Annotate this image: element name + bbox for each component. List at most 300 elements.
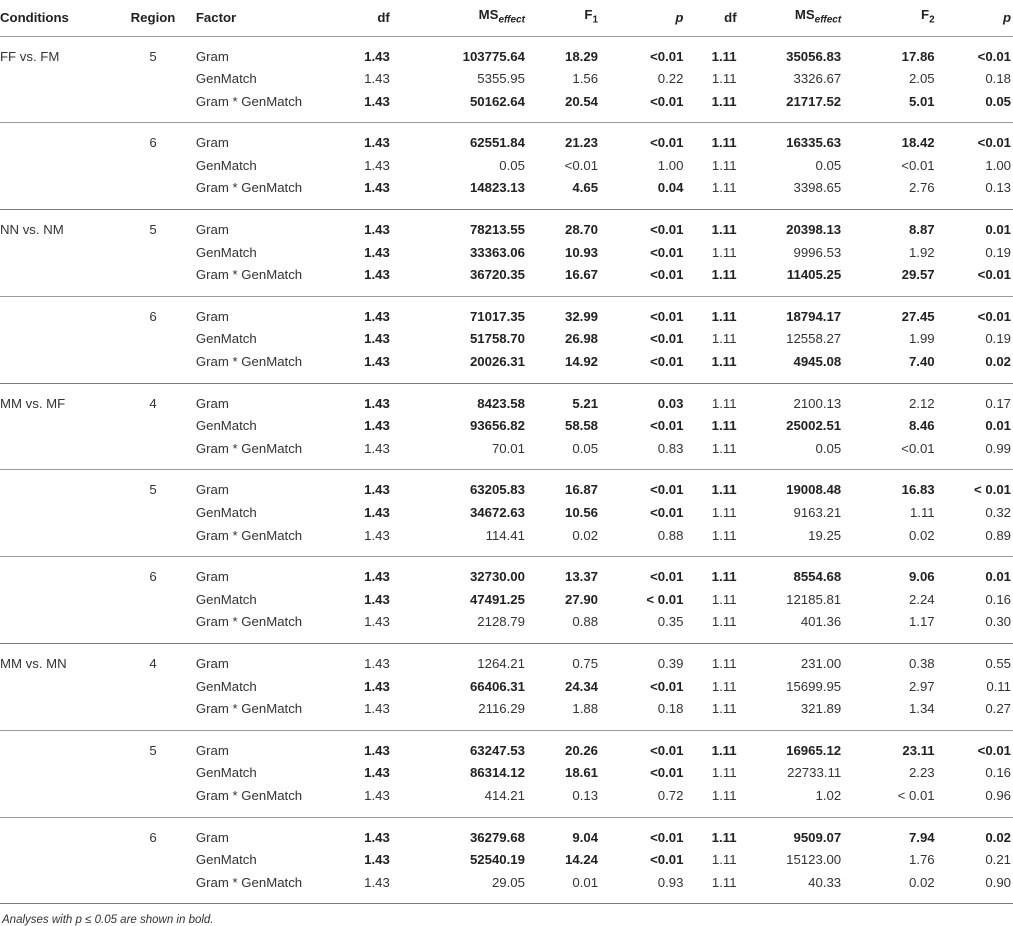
df-2-cell: 1.11 [711, 395, 737, 411]
f2-cell: 8.46 [908, 418, 935, 434]
df-2-cell: 1.11 [711, 48, 737, 64]
df-2-cell: 1.11 [711, 527, 737, 543]
f2-cell: 1.17 [908, 614, 935, 630]
df-2-cell: 1.11 [711, 765, 737, 781]
p-2-cell: 0.19 [985, 244, 1011, 260]
p-1-cell: 0.35 [657, 614, 684, 630]
f2-cell: 18.42 [901, 135, 935, 151]
header-row [0, 0, 1013, 36]
ms-effect-2-cell: 0.05 [815, 440, 842, 456]
header-region: Region [130, 10, 176, 26]
p-2-cell: <0.01 [977, 308, 1011, 324]
ms-effect-2-cell: 0.05 [815, 157, 842, 173]
ms-effect-2-cell: 20398.13 [786, 222, 842, 238]
f1-cell: 0.13 [572, 787, 599, 803]
df-1-cell: 1.43 [364, 157, 390, 173]
condition-cell [0, 817, 110, 904]
f2-cell: <0.01 [901, 157, 935, 173]
ms-effect-1-cell: 51758.70 [469, 331, 525, 347]
df-2-cell: 1.11 [711, 440, 737, 456]
p-2-cell: 0.16 [985, 765, 1011, 781]
p-2-cell: 0.19 [985, 331, 1011, 347]
df-1-cell: 1.43 [364, 267, 390, 283]
f1-cell: 10.56 [565, 505, 599, 520]
ms-effect-1-cell: 70.01 [491, 440, 525, 456]
p-1-cell: <0.01 [650, 48, 684, 64]
df-2-cell: 1.11 [711, 569, 737, 585]
df-1-cell: 1.43 [364, 852, 390, 868]
header-ms-2-main: MS [794, 7, 815, 23]
f2-cell: < 0.01 [897, 787, 935, 803]
header-f2-main: F [921, 7, 930, 23]
df-1-cell: 1.43 [364, 222, 390, 238]
region-cell: 6 [149, 308, 157, 324]
table-row [0, 643, 1013, 675]
ms-effect-1-cell: 414.21 [484, 787, 525, 803]
ms-effect-2-cell: 8554.68 [793, 569, 842, 585]
p-1-cell: <0.01 [650, 135, 684, 151]
region-cell: 5 [149, 222, 157, 238]
table-row [0, 123, 1013, 155]
condition-cell: MM vs. MN [0, 655, 67, 671]
ms-effect-1-cell: 71017.35 [469, 308, 525, 324]
df-2-cell: 1.11 [711, 678, 737, 694]
p-1-cell: <0.01 [650, 569, 684, 585]
f1-cell: 18.61 [565, 765, 599, 781]
df-2-cell: 1.11 [711, 331, 737, 347]
df-2-cell: 1.11 [711, 505, 737, 520]
ms-effect-1-cell: 63247.53 [469, 742, 525, 758]
ms-effect-1-cell: 29.05 [491, 874, 525, 890]
factor-cell: Gram [195, 48, 229, 64]
f2-cell: 23.11 [902, 742, 935, 758]
region-cell: 5 [149, 482, 157, 498]
f1-cell: 4.65 [572, 180, 599, 196]
f1-cell: 14.92 [565, 354, 599, 370]
factor-cell: Gram [195, 222, 229, 238]
p-2-cell: 0.02 [985, 354, 1011, 370]
f1-cell: 27.90 [565, 591, 599, 607]
region-cell: 6 [149, 135, 157, 151]
df-2-cell: 1.11 [711, 482, 737, 498]
df-1-cell: 1.43 [364, 418, 390, 434]
factor-cell: Gram [195, 395, 229, 411]
f1-cell: 0.88 [572, 614, 599, 630]
df-2-cell: 1.11 [711, 222, 737, 238]
f1-cell: 10.93 [565, 244, 599, 260]
p-1-cell: 1.00 [657, 157, 684, 173]
factor-cell: Gram * GenMatch [195, 354, 303, 370]
df-1-cell: 1.43 [364, 527, 390, 543]
p-1-cell: 0.39 [657, 655, 684, 671]
f1-cell: 0.02 [572, 527, 599, 543]
ms-effect-1-cell: 78213.55 [469, 222, 525, 238]
f1-cell: 1.88 [572, 701, 599, 717]
ms-effect-1-cell: 32730.00 [469, 569, 525, 585]
ms-effect-2-cell: 25002.51 [786, 418, 842, 434]
df-2-cell: 1.11 [711, 244, 737, 260]
header-ms-effect-2 [743, 0, 874, 36]
ms-effect-1-cell: 93656.82 [469, 418, 525, 434]
f1-cell: 5.21 [572, 395, 599, 411]
f2-cell: 1.76 [908, 852, 935, 868]
header-p-2 [949, 0, 1013, 36]
ms-effect-1-cell: 52540.19 [469, 852, 525, 868]
factor-cell: Gram * GenMatch [195, 701, 303, 717]
f1-cell: 1.56 [572, 71, 599, 87]
ms-effect-1-cell: 63205.83 [469, 482, 525, 498]
p-1-cell: 0.03 [657, 395, 684, 411]
ms-effect-1-cell: 5355.95 [477, 71, 525, 87]
df-2-cell: 1.11 [711, 614, 737, 630]
p-1-cell: <0.01 [650, 222, 684, 238]
factor-cell: Gram [195, 829, 229, 845]
p-1-cell: <0.01 [650, 308, 684, 324]
ms-effect-2-cell: 231.00 [800, 655, 842, 671]
ms-effect-2-cell: 35056.83 [786, 48, 842, 64]
ms-effect-1-cell: 50162.64 [469, 93, 525, 109]
ms-effect-2-cell: 321.89 [800, 701, 842, 717]
region-cell: 5 [149, 742, 157, 758]
factor-cell: GenMatch [195, 591, 257, 607]
df-2-cell: 1.11 [711, 93, 737, 109]
ms-effect-1-cell: 2116.29 [478, 701, 525, 717]
ms-effect-2-cell: 40.33 [808, 874, 842, 890]
f1-cell: 13.37 [565, 569, 599, 585]
header-df-1: df [377, 10, 390, 26]
p-1-cell: 0.72 [657, 787, 684, 803]
ms-effect-1-cell: 36720.35 [469, 267, 525, 283]
df-2-cell: 1.11 [711, 701, 737, 717]
ms-effect-2-cell: 11405.25 [786, 267, 842, 283]
table-row [0, 557, 1013, 589]
df-1-cell: 1.43 [364, 569, 390, 585]
p-1-cell: 0.22 [657, 71, 684, 87]
table-body [0, 36, 1013, 904]
df-1-cell: 1.43 [364, 308, 390, 324]
df-1-cell: 1.43 [364, 180, 390, 196]
ms-effect-1-cell: 33363.06 [469, 244, 525, 260]
f2-cell: 29.57 [901, 267, 935, 283]
df-2-cell: 1.11 [711, 874, 737, 890]
factor-cell: Gram * GenMatch [195, 527, 303, 543]
ms-effect-2-cell: 12185.81 [786, 591, 842, 607]
df-2-cell: 1.11 [711, 267, 737, 283]
f2-cell: 16.83 [901, 482, 935, 498]
ms-effect-2-cell: 22733.11 [787, 765, 842, 781]
ms-effect-2-cell: 15123.00 [786, 852, 842, 868]
p-1-cell: 0.88 [657, 527, 684, 543]
ms-effect-2-cell: 3326.67 [793, 71, 842, 87]
p-2-cell: 0.11 [986, 678, 1011, 694]
df-2-cell: 1.11 [711, 157, 737, 173]
header-p-1-text: p [675, 10, 684, 26]
df-1-cell: 1.43 [364, 395, 390, 411]
factor-cell: Gram * GenMatch [195, 787, 303, 803]
p-2-cell: 0.96 [985, 787, 1011, 803]
p-2-cell: <0.01 [977, 742, 1011, 758]
ms-effect-2-cell: 1.02 [815, 787, 842, 803]
ms-effect-1-cell: 14823.13 [469, 180, 525, 196]
df-1-cell: 1.43 [364, 787, 390, 803]
header-ms-1-main: MS [478, 7, 499, 23]
f1-cell: 58.58 [565, 418, 599, 434]
f2-cell: 9.06 [908, 569, 935, 585]
factor-cell: Gram * GenMatch [195, 93, 303, 109]
factor-cell: Gram [195, 308, 229, 324]
ms-effect-1-cell: 103775.64 [462, 48, 525, 64]
df-1-cell: 1.43 [364, 765, 390, 781]
ms-effect-1-cell: 20026.31 [469, 354, 525, 370]
factor-cell: GenMatch [195, 678, 257, 694]
p-1-cell: 0.18 [657, 701, 684, 717]
condition-cell [0, 123, 110, 210]
p-2-cell: 0.02 [985, 829, 1011, 845]
condition-cell: MM vs. MF [0, 395, 66, 411]
f2-cell: 0.02 [908, 527, 935, 543]
f1-cell: 18.29 [565, 48, 599, 64]
p-1-cell: <0.01 [650, 852, 684, 868]
condition-cell [0, 296, 110, 383]
factor-cell: Gram * GenMatch [195, 267, 303, 283]
factor-cell: Gram * GenMatch [195, 180, 303, 196]
f2-cell: 1.99 [908, 331, 935, 347]
ms-effect-2-cell: 15699.95 [786, 678, 842, 694]
df-1-cell: 1.43 [364, 93, 390, 109]
header-f2 [873, 0, 948, 36]
table-row [0, 383, 1013, 415]
ms-effect-2-cell: 16965.12 [786, 742, 842, 758]
p-2-cell: 0.89 [985, 527, 1011, 543]
p-2-cell: 0.17 [985, 395, 1011, 411]
header-f1-sub: 1 [592, 15, 599, 27]
p-2-cell: 0.55 [985, 655, 1011, 671]
df-1-cell: 1.43 [364, 614, 390, 630]
df-1-cell: 1.43 [364, 655, 390, 671]
f2-cell: 7.40 [908, 354, 935, 370]
p-1-cell: <0.01 [650, 742, 684, 758]
table-row [0, 470, 1013, 502]
df-1-cell: 1.43 [364, 829, 390, 845]
f2-cell: 27.45 [901, 308, 935, 324]
header-factor: Factor [195, 10, 237, 26]
header-df-2: df [724, 10, 737, 26]
df-2-cell: 1.11 [711, 180, 737, 196]
p-1-cell: <0.01 [650, 93, 684, 109]
ms-effect-2-cell: 4945.08 [793, 354, 842, 370]
condition-cell [0, 557, 110, 644]
ms-effect-2-cell: 9509.07 [793, 829, 842, 845]
df-1-cell: 1.43 [364, 678, 390, 694]
f1-cell: 9.04 [572, 829, 599, 845]
header-f1 [557, 0, 612, 36]
ms-effect-2-cell: 16335.63 [786, 135, 842, 151]
factor-cell: Gram * GenMatch [195, 440, 303, 456]
region-cell: 6 [149, 829, 157, 845]
df-1-cell: 1.43 [364, 71, 390, 87]
p-2-cell: 0.13 [985, 180, 1011, 196]
df-2-cell: 1.11 [711, 655, 737, 671]
df-1-cell: 1.43 [364, 742, 390, 758]
df-1-cell: 1.43 [364, 505, 390, 520]
p-1-cell: <0.01 [650, 418, 684, 434]
f2-cell: 8.87 [908, 222, 935, 238]
f1-cell: 24.34 [565, 678, 599, 694]
p-1-cell: <0.01 [650, 244, 684, 260]
ms-effect-2-cell: 9163.21 [793, 505, 842, 520]
f2-cell: 5.01 [908, 93, 935, 109]
f1-cell: 32.99 [565, 308, 599, 324]
p-1-cell: <0.01 [650, 482, 684, 498]
condition-cell: FF vs. FM [0, 48, 60, 64]
factor-cell: Gram [195, 742, 229, 758]
ms-effect-2-cell: 21717.52 [786, 93, 842, 109]
f2-cell: 1.92 [908, 244, 935, 260]
f1-cell: 20.54 [565, 93, 599, 109]
ms-effect-1-cell: 2128.79 [477, 614, 525, 630]
f1-cell: 16.67 [565, 267, 599, 283]
p-1-cell: 0.04 [657, 180, 684, 196]
f2-cell: 7.94 [908, 829, 935, 845]
ms-effect-1-cell: 66406.31 [469, 678, 525, 694]
f1-cell: 20.26 [565, 742, 599, 758]
factor-cell: Gram * GenMatch [195, 614, 303, 630]
p-2-cell: 0.27 [985, 701, 1011, 717]
p-1-cell: <0.01 [650, 678, 684, 694]
factor-cell: GenMatch [195, 505, 257, 520]
factor-cell: GenMatch [195, 71, 257, 87]
header-ms-effect-1 [396, 0, 557, 36]
df-2-cell: 1.11 [711, 787, 737, 803]
f2-cell: 2.23 [908, 765, 935, 781]
condition-cell [0, 470, 110, 557]
ms-effect-1-cell: 34672.63 [469, 505, 525, 520]
p-1-cell: <0.01 [650, 829, 684, 845]
df-2-cell: 1.11 [711, 591, 737, 607]
df-1-cell: 1.43 [364, 482, 390, 498]
p-2-cell: 0.99 [985, 440, 1011, 456]
factor-cell: GenMatch [195, 418, 257, 434]
p-2-cell: 0.01 [985, 569, 1011, 585]
f2-cell: 1.34 [908, 701, 935, 717]
factor-cell: Gram [195, 655, 229, 671]
df-2-cell: 1.11 [711, 742, 737, 758]
ms-effect-1-cell: 86314.12 [469, 765, 525, 781]
p-2-cell: 0.21 [985, 852, 1011, 868]
p-1-cell: <0.01 [650, 267, 684, 283]
f1-cell: 21.23 [565, 135, 599, 151]
df-1-cell: 1.43 [364, 874, 390, 890]
factor-cell: GenMatch [195, 157, 257, 173]
f1-cell: 0.05 [572, 440, 599, 456]
ms-effect-2-cell: 2100.13 [793, 395, 842, 411]
header-p-1 [612, 0, 685, 36]
df-2-cell: 1.11 [711, 354, 737, 370]
ms-effect-1-cell: 0.05 [499, 157, 525, 173]
p-2-cell: 1.00 [985, 157, 1011, 173]
f2-cell: 2.24 [908, 591, 935, 607]
factor-cell: GenMatch [195, 765, 257, 781]
table-footnote: Analyses with p ≤ 0.05 are shown in bold. [2, 914, 214, 926]
ms-effect-1-cell: 8423.58 [477, 395, 525, 411]
df-1-cell: 1.43 [364, 701, 390, 717]
factor-cell: Gram * GenMatch [195, 874, 303, 890]
f2-cell: 1.11 [909, 505, 935, 520]
f2-cell: 2.05 [908, 71, 935, 87]
df-1-cell: 1.43 [364, 48, 390, 64]
region-cell: 4 [149, 655, 157, 671]
header-ms-1-sub: effect [498, 15, 525, 27]
header-conditions: Conditions [0, 10, 69, 26]
ms-effect-2-cell: 401.36 [800, 614, 842, 630]
df-1-cell: 1.43 [364, 354, 390, 370]
df-1-cell: 1.43 [364, 440, 390, 456]
df-2-cell: 1.11 [711, 308, 737, 324]
p-2-cell: 0.01 [985, 222, 1011, 238]
condition-cell [0, 730, 110, 817]
p-1-cell: <0.01 [650, 331, 684, 347]
factor-cell: GenMatch [195, 852, 257, 868]
table-row [0, 730, 1013, 762]
f2-cell: 17.86 [901, 48, 935, 64]
f1-cell: 14.24 [565, 852, 599, 868]
header-f1-main: F [584, 7, 593, 23]
p-2-cell: 0.30 [985, 614, 1011, 630]
ms-effect-1-cell: 62551.84 [469, 135, 525, 151]
p-2-cell: 0.05 [985, 93, 1011, 109]
ms-effect-2-cell: 18794.17 [786, 308, 842, 324]
f2-cell: 0.02 [908, 874, 935, 890]
factor-cell: Gram [195, 135, 229, 151]
p-1-cell: <0.01 [650, 505, 684, 520]
factor-cell: GenMatch [195, 244, 257, 260]
header-ms-2-sub: effect [814, 15, 842, 27]
p-2-cell: 0.90 [985, 874, 1011, 890]
p-2-cell: < 0.01 [973, 482, 1011, 498]
table-row [0, 817, 1013, 849]
f1-cell: 28.70 [565, 222, 599, 238]
df-1-cell: 1.43 [364, 591, 390, 607]
factor-cell: Gram [195, 569, 229, 585]
df-1-cell: 1.43 [364, 244, 390, 260]
ms-effect-1-cell: 114.41 [485, 527, 525, 543]
ms-effect-1-cell: 1264.21 [477, 655, 525, 671]
p-1-cell: < 0.01 [646, 591, 684, 607]
df-2-cell: 1.11 [711, 135, 737, 151]
p-2-cell: 0.18 [985, 71, 1011, 87]
ms-effect-2-cell: 19.25 [808, 527, 842, 543]
p-1-cell: 0.83 [657, 440, 684, 456]
header-f2-sub: 2 [929, 15, 935, 27]
df-2-cell: 1.11 [711, 418, 737, 434]
table-row [0, 210, 1013, 242]
region-cell: 5 [149, 48, 157, 64]
region-cell: 6 [149, 569, 157, 585]
p-2-cell: 0.01 [985, 418, 1011, 434]
factor-cell: GenMatch [195, 331, 257, 347]
p-2-cell: <0.01 [977, 267, 1011, 283]
f2-cell: 2.76 [908, 180, 935, 196]
ms-effect-2-cell: 3398.65 [793, 180, 842, 196]
ms-effect-1-cell: 47491.25 [469, 591, 525, 607]
f2-cell: 2.12 [908, 395, 935, 411]
p-1-cell: 0.93 [657, 874, 684, 890]
ms-effect-2-cell: 9996.53 [793, 244, 842, 260]
p-1-cell: <0.01 [650, 765, 684, 781]
ms-effect-2-cell: 19008.48 [786, 482, 842, 498]
factor-cell: Gram [195, 482, 229, 498]
p-1-cell: <0.01 [650, 354, 684, 370]
